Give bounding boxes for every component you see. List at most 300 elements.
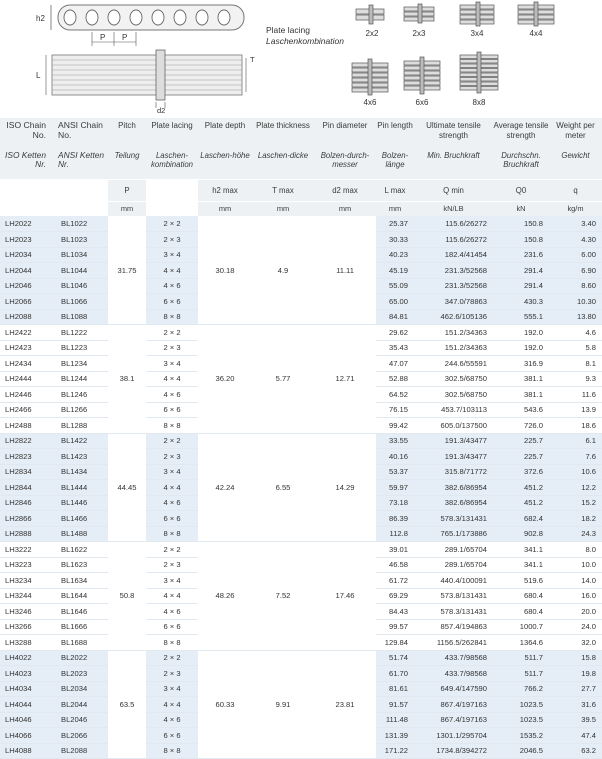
plate-lacing-cell: 8 × 8 xyxy=(146,635,198,651)
iso-cell: LH4023 xyxy=(0,666,52,682)
pin-length-cell: 111.48 xyxy=(376,712,414,728)
weight-cell: 20.0 xyxy=(549,604,602,620)
avg-tensile-cell: 519.6 xyxy=(493,573,549,589)
plate-lacing-cell: 6 × 6 xyxy=(146,511,198,527)
pin-diameter-cell: 11.11 xyxy=(314,216,376,325)
chain-spec-table xyxy=(0,118,602,759)
plate-lacing-cell: 3 × 4 xyxy=(146,247,198,263)
plate-lacing-cell: 6 × 6 xyxy=(146,728,198,744)
plate-lacing-cell: 4 × 6 xyxy=(146,604,198,620)
table-row xyxy=(0,542,602,558)
iso-cell: LH3223 xyxy=(0,557,52,573)
ansi-cell: BL1423 xyxy=(52,449,108,465)
pitch-cell: 31.75 xyxy=(108,216,146,325)
plate-lacing-label xyxy=(266,25,344,47)
plate-thickness-cell: 5.77 xyxy=(252,325,314,434)
plate-lacing-cell: 2 × 3 xyxy=(146,449,198,465)
iso-cell: LH3244 xyxy=(0,588,52,604)
avg-tensile-cell: 430.3 xyxy=(493,294,549,310)
header-symbol-blank-3 xyxy=(146,179,198,201)
tensile-cell: 302.5/68750 xyxy=(414,387,493,403)
ansi-cell: BL1634 xyxy=(52,573,108,589)
iso-cell: LH4088 xyxy=(0,743,52,759)
header-symbol-pin: d2 max xyxy=(314,179,376,201)
tensile-cell: 182.4/41454 xyxy=(414,247,493,263)
weight-cell: 19.8 xyxy=(549,666,602,682)
iso-cell: LH4022 xyxy=(0,650,52,666)
header-plate-thickness-de: Laschen-dicke xyxy=(252,151,314,179)
tensile-cell: 867.4/197163 xyxy=(414,712,493,728)
header-plate-lacing: Plate lacing xyxy=(146,118,198,151)
avg-tensile-cell: 680.4 xyxy=(493,588,549,604)
tensile-cell: 231.3/52568 xyxy=(414,263,493,279)
header-pitch: Pitch xyxy=(108,118,146,151)
pin-length-cell: 84.81 xyxy=(376,309,414,325)
plate-thickness-cell: 6.55 xyxy=(252,433,314,542)
plate-thickness-cell: 4.9 xyxy=(252,216,314,325)
pin-length-cell: 55.09 xyxy=(376,278,414,294)
pin-length-cell: 30.33 xyxy=(376,232,414,248)
tensile-cell: 191.3/43477 xyxy=(414,449,493,465)
tensile-cell: 440.4/100091 xyxy=(414,573,493,589)
plate-lacing-cell: 4 × 6 xyxy=(146,712,198,728)
iso-cell: LH4046 xyxy=(0,712,52,728)
plate-lacing-cell: 2 × 2 xyxy=(146,325,198,341)
avg-tensile-cell: 726.0 xyxy=(493,418,549,434)
avg-tensile-cell: 231.6 xyxy=(493,247,549,263)
iso-cell: LH3288 xyxy=(0,635,52,651)
plate-lacing-cell: 2 × 3 xyxy=(146,232,198,248)
plate-depth-cell: 42.24 xyxy=(198,433,252,542)
pin-length-cell: 84.43 xyxy=(376,604,414,620)
pin-length-cell: 61.72 xyxy=(376,573,414,589)
avg-tensile-cell: 192.0 xyxy=(493,325,549,341)
tensile-cell: 382.6/86954 xyxy=(414,480,493,496)
iso-cell: LH2044 xyxy=(0,263,52,279)
weight-cell: 18.6 xyxy=(549,418,602,434)
weight-cell: 31.6 xyxy=(549,697,602,713)
avg-tensile-cell: 1535.2 xyxy=(493,728,549,744)
tensile-cell: 115.6/26272 xyxy=(414,232,493,248)
avg-tensile-cell: 451.2 xyxy=(493,480,549,496)
plate-lacing-cell: 4 × 6 xyxy=(146,495,198,511)
weight-cell: 6.1 xyxy=(549,433,602,449)
ansi-cell: BL1234 xyxy=(52,356,108,372)
tensile-cell: 462.6/105136 xyxy=(414,309,493,325)
ansi-cell: BL1622 xyxy=(52,542,108,558)
dim-p-label-2: P xyxy=(122,33,128,42)
avg-tensile-cell: 150.8 xyxy=(493,232,549,248)
plate-lacing-cell: 4 × 6 xyxy=(146,278,198,294)
combo-label-3x4: 3x4 xyxy=(470,29,484,38)
tensile-cell: 578.3/131431 xyxy=(414,511,493,527)
table-row xyxy=(0,325,602,341)
iso-cell: LH2444 xyxy=(0,371,52,387)
ansi-cell: BL1066 xyxy=(52,294,108,310)
avg-tensile-cell: 766.2 xyxy=(493,681,549,697)
ansi-cell: BL1644 xyxy=(52,588,108,604)
header-weight-de: Gewicht xyxy=(549,151,602,179)
tensile-cell: 244.6/55591 xyxy=(414,356,493,372)
weight-cell: 39.5 xyxy=(549,712,602,728)
header-avg-tensile-de: Durchschn. Bruchkraft xyxy=(493,151,549,179)
avg-tensile-cell: 680.4 xyxy=(493,604,549,620)
weight-cell: 13.80 xyxy=(549,309,602,325)
table-row xyxy=(0,216,602,232)
avg-tensile-cell: 291.4 xyxy=(493,263,549,279)
pin-length-cell: 64.52 xyxy=(376,387,414,403)
ansi-cell: BL1034 xyxy=(52,247,108,263)
avg-tensile-cell: 1364.6 xyxy=(493,635,549,651)
pin-length-cell: 46.58 xyxy=(376,557,414,573)
weight-cell: 47.4 xyxy=(549,728,602,744)
plate-lacing-cell: 4 × 4 xyxy=(146,697,198,713)
ansi-cell: BL1046 xyxy=(52,278,108,294)
iso-cell: LH2066 xyxy=(0,294,52,310)
pin-length-cell: 33.55 xyxy=(376,433,414,449)
chain-top-view xyxy=(46,50,246,108)
weight-cell: 5.8 xyxy=(549,340,602,356)
iso-cell: LH2446 xyxy=(0,387,52,403)
header-pitch-de: Teilung xyxy=(108,151,146,179)
pitch-cell: 50.8 xyxy=(108,542,146,651)
chain-drawing xyxy=(0,0,602,116)
header-symbol-blank-2 xyxy=(52,179,108,201)
tensile-cell: 289.1/65704 xyxy=(414,542,493,558)
header-symbol-blank-1 xyxy=(0,179,52,201)
plate-lacing-cell: 6 × 6 xyxy=(146,402,198,418)
iso-cell: LH4066 xyxy=(0,728,52,744)
plate-lacing-cell: 2 × 2 xyxy=(146,650,198,666)
weight-cell: 11.6 xyxy=(549,387,602,403)
header-symbol-tensile: Q min xyxy=(414,179,493,201)
combo-label-6x6: 6x6 xyxy=(415,98,429,107)
iso-cell: LH2844 xyxy=(0,480,52,496)
weight-cell: 16.0 xyxy=(549,588,602,604)
avg-tensile-cell: 511.7 xyxy=(493,650,549,666)
tensile-cell: 315.8/71772 xyxy=(414,464,493,480)
header-iso-de: ISO Ketten Nr. xyxy=(0,151,52,179)
iso-cell: LH2422 xyxy=(0,325,52,341)
tensile-cell: 302.5/68750 xyxy=(414,371,493,387)
tensile-cell: 578.3/131431 xyxy=(414,604,493,620)
pin-diameter-cell: 14.29 xyxy=(314,433,376,542)
dim-l-label: L xyxy=(36,71,41,80)
iso-cell: LH3266 xyxy=(0,619,52,635)
weight-cell: 24.0 xyxy=(549,619,602,635)
pin-length-cell: 25.37 xyxy=(376,216,414,232)
ansi-cell: BL2088 xyxy=(52,743,108,759)
tensile-cell: 857.4/194863 xyxy=(414,619,493,635)
ansi-cell: BL1466 xyxy=(52,511,108,527)
ansi-cell: BL2066 xyxy=(52,728,108,744)
pin-length-cell: 112.8 xyxy=(376,526,414,542)
header-symbol-depth: h2 max xyxy=(198,179,252,201)
header-unit-weight: kg/m xyxy=(549,201,602,216)
iso-cell: LH2022 xyxy=(0,216,52,232)
header-iso: ISO Chain No. xyxy=(0,118,52,151)
plate-lacing-cell: 3 × 4 xyxy=(146,356,198,372)
iso-cell: LH2823 xyxy=(0,449,52,465)
iso-cell: LH2046 xyxy=(0,278,52,294)
ansi-cell: BL1223 xyxy=(52,340,108,356)
header-unit-pin: mm xyxy=(314,201,376,216)
tensile-cell: 347.0/78863 xyxy=(414,294,493,310)
header-unit-thickness: mm xyxy=(252,201,314,216)
tensile-cell: 765.1/173886 xyxy=(414,526,493,542)
ansi-cell: BL1022 xyxy=(52,216,108,232)
tensile-cell: 151.2/34363 xyxy=(414,340,493,356)
ansi-cell: BL1488 xyxy=(52,526,108,542)
plate-lacing-cell: 6 × 6 xyxy=(146,294,198,310)
weight-cell: 4.6 xyxy=(549,325,602,341)
ansi-cell: BL1044 xyxy=(52,263,108,279)
table-body xyxy=(0,216,602,759)
header-unit-blank-2 xyxy=(52,201,108,216)
plate-depth-cell: 60.33 xyxy=(198,650,252,759)
ansi-cell: BL1444 xyxy=(52,480,108,496)
tensile-cell: 151.2/34363 xyxy=(414,325,493,341)
ansi-cell: BL1434 xyxy=(52,464,108,480)
plate-lacing-cell: 2 × 2 xyxy=(146,433,198,449)
plate-lacing-cell: 3 × 4 xyxy=(146,464,198,480)
tensile-cell: 649.4/147590 xyxy=(414,681,493,697)
avg-tensile-cell: 341.1 xyxy=(493,557,549,573)
weight-cell: 24.3 xyxy=(549,526,602,542)
pin-length-cell: 99.57 xyxy=(376,619,414,635)
weight-cell: 15.2 xyxy=(549,495,602,511)
plate-combo-icons xyxy=(352,2,554,95)
iso-cell: LH2888 xyxy=(0,526,52,542)
weight-cell: 3.40 xyxy=(549,216,602,232)
pin-length-cell: 86.39 xyxy=(376,511,414,527)
tensile-cell: 289.1/65704 xyxy=(414,557,493,573)
plate-thickness-cell: 7.52 xyxy=(252,542,314,651)
weight-cell: 9.3 xyxy=(549,371,602,387)
header-symbol-avg: Q0 xyxy=(493,179,549,201)
header-pin-length: Pin length xyxy=(376,118,414,151)
weight-cell: 8.1 xyxy=(549,356,602,372)
combo-label-2x2: 2x2 xyxy=(365,29,379,38)
iso-cell: LH2488 xyxy=(0,418,52,434)
avg-tensile-cell: 555.1 xyxy=(493,309,549,325)
dim-t-label: T xyxy=(250,55,255,64)
ansi-cell: BL2022 xyxy=(52,650,108,666)
pin-length-cell: 39.01 xyxy=(376,542,414,558)
header-ansi-de: ANSI Ketten Nr. xyxy=(52,151,108,179)
header-plate-depth-de: Laschen-höhe xyxy=(198,151,252,179)
tensile-cell: 433.7/98568 xyxy=(414,650,493,666)
dim-p-label-1: P xyxy=(100,33,106,42)
tensile-cell: 1734.8/394272 xyxy=(414,743,493,759)
iso-cell: LH2034 xyxy=(0,247,52,263)
table-row xyxy=(0,433,602,449)
chain-side-view xyxy=(51,5,244,46)
plate-lacing-cell: 4 × 4 xyxy=(146,371,198,387)
plate-lacing-cell: 4 × 4 xyxy=(146,588,198,604)
header-symbol-length: L max xyxy=(376,179,414,201)
weight-cell: 27.7 xyxy=(549,681,602,697)
header-plate-lacing-de: Laschen-kombination xyxy=(146,151,198,179)
tensile-cell: 573.8/131431 xyxy=(414,588,493,604)
pin-length-cell: 61.70 xyxy=(376,666,414,682)
avg-tensile-cell: 2046.5 xyxy=(493,743,549,759)
pin-length-cell: 53.37 xyxy=(376,464,414,480)
ansi-cell: BL2034 xyxy=(52,681,108,697)
tensile-cell: 605.0/137500 xyxy=(414,418,493,434)
ansi-cell: BL1266 xyxy=(52,402,108,418)
tensile-cell: 1301.1/295704 xyxy=(414,728,493,744)
header-pin-diameter-de: Bolzen-durch-messer xyxy=(314,151,376,179)
weight-cell: 32.0 xyxy=(549,635,602,651)
weight-cell: 6.90 xyxy=(549,263,602,279)
iso-cell: LH3234 xyxy=(0,573,52,589)
avg-tensile-cell: 316.9 xyxy=(493,356,549,372)
pin-length-cell: 40.23 xyxy=(376,247,414,263)
pin-length-cell: 65.00 xyxy=(376,294,414,310)
table-row xyxy=(0,650,602,666)
iso-cell: LH2423 xyxy=(0,340,52,356)
plate-lacing-cell: 2 × 3 xyxy=(146,557,198,573)
pin-length-cell: 99.42 xyxy=(376,418,414,434)
header-unit-length: mm xyxy=(376,201,414,216)
combo-label-2x3: 2x3 xyxy=(412,29,426,38)
plate-lacing-cell: 6 × 6 xyxy=(146,619,198,635)
ansi-cell: BL1088 xyxy=(52,309,108,325)
avg-tensile-cell: 511.7 xyxy=(493,666,549,682)
plate-depth-cell: 48.26 xyxy=(198,542,252,651)
ansi-cell: BL1446 xyxy=(52,495,108,511)
iso-cell: LH4034 xyxy=(0,681,52,697)
pin-length-cell: 45.19 xyxy=(376,263,414,279)
plate-label-en: Plate lacing xyxy=(266,25,310,35)
table-header xyxy=(0,118,602,216)
weight-cell: 15.8 xyxy=(549,650,602,666)
header-unit-blank-1 xyxy=(0,201,52,216)
iso-cell: LH2088 xyxy=(0,309,52,325)
header-unit-depth: mm xyxy=(198,201,252,216)
pin-length-cell: 91.57 xyxy=(376,697,414,713)
pin-length-cell: 29.62 xyxy=(376,325,414,341)
avg-tensile-cell: 451.2 xyxy=(493,495,549,511)
plate-lacing-cell: 4 × 4 xyxy=(146,480,198,496)
ansi-cell: BL1422 xyxy=(52,433,108,449)
plate-depth-cell: 30.18 xyxy=(198,216,252,325)
avg-tensile-cell: 225.7 xyxy=(493,449,549,465)
header-tensile: Ultimate tensile strength xyxy=(414,118,493,151)
plate-lacing-cell: 8 × 8 xyxy=(146,418,198,434)
ansi-cell: BL1623 xyxy=(52,557,108,573)
pin-length-cell: 52.88 xyxy=(376,371,414,387)
avg-tensile-cell: 543.6 xyxy=(493,402,549,418)
pin-length-cell: 35.43 xyxy=(376,340,414,356)
iso-cell: LH2434 xyxy=(0,356,52,372)
avg-tensile-cell: 192.0 xyxy=(493,340,549,356)
iso-cell: LH2846 xyxy=(0,495,52,511)
pitch-cell: 44.45 xyxy=(108,433,146,542)
avg-tensile-cell: 682.4 xyxy=(493,511,549,527)
weight-cell: 6.00 xyxy=(549,247,602,263)
iso-cell: LH4044 xyxy=(0,697,52,713)
plate-lacing-cell: 2 × 2 xyxy=(146,542,198,558)
header-unit-blank-3 xyxy=(146,201,198,216)
pitch-cell: 38.1 xyxy=(108,325,146,434)
plate-thickness-cell: 9.91 xyxy=(252,650,314,759)
plate-depth-cell: 36.20 xyxy=(198,325,252,434)
avg-tensile-cell: 1023.5 xyxy=(493,712,549,728)
pin-diameter-cell: 23.81 xyxy=(314,650,376,759)
combo-label-4x4: 4x4 xyxy=(529,29,543,38)
pin-length-cell: 51.74 xyxy=(376,650,414,666)
dim-d2-label: d2 xyxy=(157,106,166,115)
pin-length-cell: 81.61 xyxy=(376,681,414,697)
avg-tensile-cell: 291.4 xyxy=(493,278,549,294)
plate-lacing-cell: 8 × 8 xyxy=(146,743,198,759)
pin-length-cell: 69.29 xyxy=(376,588,414,604)
header-unit-tensile: kN/LB xyxy=(414,201,493,216)
avg-tensile-cell: 902.8 xyxy=(493,526,549,542)
plate-lacing-cell: 3 × 4 xyxy=(146,681,198,697)
weight-cell: 63.2 xyxy=(549,743,602,759)
pin-length-cell: 47.07 xyxy=(376,356,414,372)
weight-cell: 12.2 xyxy=(549,480,602,496)
avg-tensile-cell: 1023.5 xyxy=(493,697,549,713)
weight-cell: 10.0 xyxy=(549,557,602,573)
header-weight: Weight per meter xyxy=(549,118,602,151)
pin-length-cell: 40.16 xyxy=(376,449,414,465)
ansi-cell: BL1244 xyxy=(52,371,108,387)
dim-h2-label: h2 xyxy=(36,14,45,23)
tensile-cell: 382.6/86954 xyxy=(414,495,493,511)
ansi-cell: BL1688 xyxy=(52,635,108,651)
header-symbol-thickness: T max xyxy=(252,179,314,201)
header-ansi: ANSI Chain No. xyxy=(52,118,108,151)
plate-lacing-cell: 4 × 4 xyxy=(146,263,198,279)
weight-cell: 13.9 xyxy=(549,402,602,418)
ansi-cell: BL2023 xyxy=(52,666,108,682)
header-avg-tensile: Average tensile strength xyxy=(493,118,549,151)
weight-cell: 8.60 xyxy=(549,278,602,294)
weight-cell: 8.0 xyxy=(549,542,602,558)
pin-length-cell: 131.39 xyxy=(376,728,414,744)
tensile-cell: 867.4/197163 xyxy=(414,697,493,713)
iso-cell: LH2866 xyxy=(0,511,52,527)
pin-length-cell: 76.15 xyxy=(376,402,414,418)
ansi-cell: BL2044 xyxy=(52,697,108,713)
weight-cell: 10.30 xyxy=(549,294,602,310)
plate-lacing-cell: 8 × 8 xyxy=(146,309,198,325)
avg-tensile-cell: 372.6 xyxy=(493,464,549,480)
ansi-cell: BL1246 xyxy=(52,387,108,403)
avg-tensile-cell: 341.1 xyxy=(493,542,549,558)
pitch-cell: 63.5 xyxy=(108,650,146,759)
header-unit-avg: kN xyxy=(493,201,549,216)
plate-lacing-cell: 2 × 3 xyxy=(146,666,198,682)
pin-diameter-cell: 12.71 xyxy=(314,325,376,434)
combo-label-4x6: 4x6 xyxy=(363,98,377,107)
avg-tensile-cell: 381.1 xyxy=(493,371,549,387)
plate-lacing-cell: 3 × 4 xyxy=(146,573,198,589)
plate-lacing-cell: 8 × 8 xyxy=(146,526,198,542)
iso-cell: LH2834 xyxy=(0,464,52,480)
weight-cell: 10.6 xyxy=(549,464,602,480)
iso-cell: LH2822 xyxy=(0,433,52,449)
ansi-cell: BL1646 xyxy=(52,604,108,620)
header-plate-depth: Plate depth xyxy=(198,118,252,151)
iso-cell: LH2466 xyxy=(0,402,52,418)
tensile-cell: 1156.5/262841 xyxy=(414,635,493,651)
weight-cell: 14.0 xyxy=(549,573,602,589)
